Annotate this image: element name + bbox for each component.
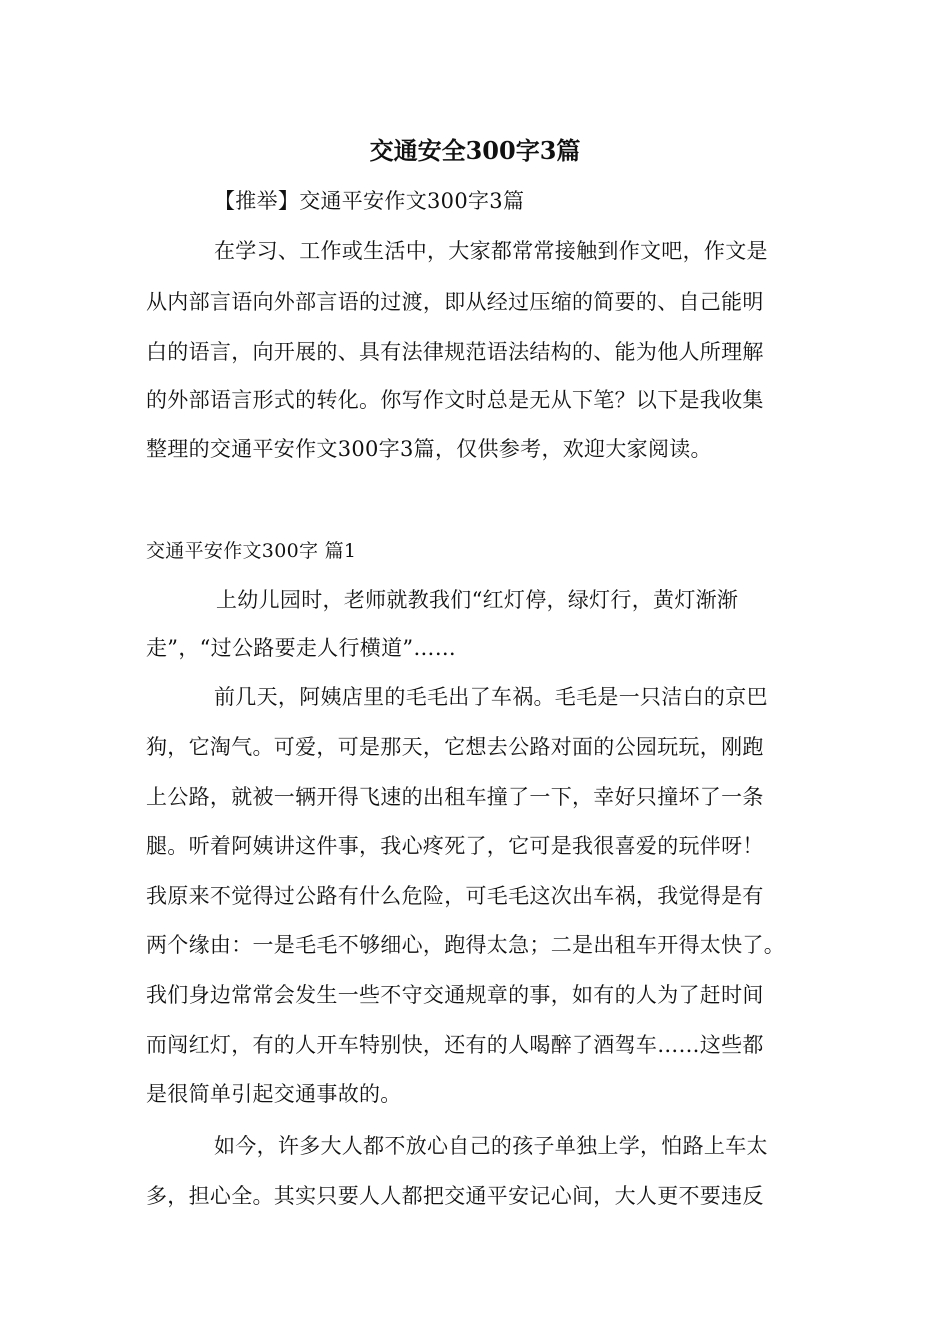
paragraph-line: 两个缘由：一是毛毛不够细心，跑得太急；二是出租车开得太快了。 xyxy=(146,933,785,957)
paragraph-line: 我们身边常常会发生一些不守交通规章的事，如有的人为了赶时间 xyxy=(146,983,764,1007)
intro-line: 从内部言语向外部言语的过渡，即从经过压缩的简要的、自己能明 xyxy=(146,290,764,314)
section-heading: 交通平安作文300字 篇1 xyxy=(146,540,357,562)
recommend-line: 【推举】交通平安作文300字3篇 xyxy=(214,189,525,213)
paragraph-line: 我原来不觉得过公路有什么危险，可毛毛这次出车祸，我觉得是有 xyxy=(146,884,764,908)
intro-line: 整理的交通平安作文300字3篇，仅供参考，欢迎大家阅读。 xyxy=(146,437,712,461)
paragraph-line: 上公路，就被一辆开得飞速的出租车撞了一下，幸好只撞坏了一条 xyxy=(146,785,764,809)
intro-line: 白的语言，向开展的、具有法律规范语法结构的、能为他人所理解 xyxy=(146,340,764,364)
intro-line: 在学习、工作或生活中，大家都常常接触到作文吧，作文是 xyxy=(214,239,768,263)
paragraph-line: 而闯红灯，有的人开车特别快，还有的人喝醉了酒驾车……这些都 xyxy=(146,1033,764,1057)
intro-line: 的外部语言形式的转化。你写作文时总是无从下笔？以下是我收集 xyxy=(146,388,764,412)
paragraph-line: 走”，“过公路要走人行横道”…… xyxy=(146,636,457,660)
paragraph-line: 前几天，阿姨店里的毛毛出了车祸。毛毛是一只洁白的京巴 xyxy=(214,685,768,709)
document-title: 交通安全300字3篇 xyxy=(369,136,581,165)
paragraph-line: 多，担心全。其实只要人人都把交通平安记心间，大人更不要违反 xyxy=(146,1184,764,1208)
paragraph-line: 如今，许多大人都不放心自己的孩子单独上学，怕路上车太 xyxy=(214,1134,768,1158)
paragraph-line: 是很简单引起交通事故的。 xyxy=(146,1082,402,1106)
paragraph-line: 腿。听着阿姨讲这件事，我心疼死了，它可是我很喜爱的玩伴呀！ xyxy=(146,834,764,858)
paragraph-line: 上幼儿园时，老师就教我们“红灯停，绿灯行，黄灯渐渐 xyxy=(216,588,739,612)
paragraph-line: 狗，它淘气。可爱，可是那天，它想去公路对面的公园玩玩，刚跑 xyxy=(146,735,764,759)
